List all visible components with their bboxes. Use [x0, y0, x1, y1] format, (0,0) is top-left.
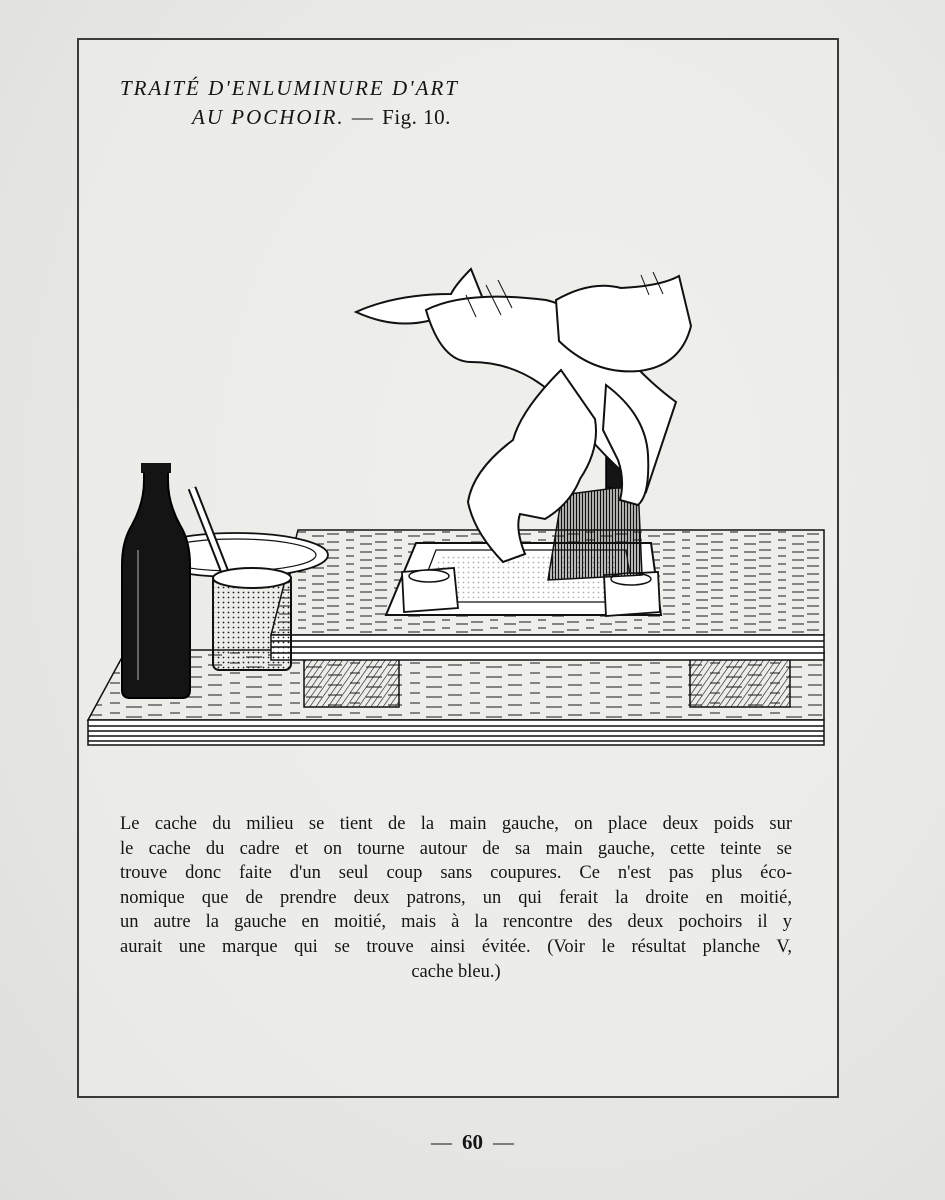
caption-line: le cache du cadre et on tourne autour de sa main gauche, cette teinte se [120, 838, 792, 859]
caption-line: un autre la gauche en moitié, mais à la rencontre des deux pochoirs il y [120, 912, 792, 933]
caption-line: cache bleu.) [411, 961, 501, 982]
plate-title-line1: TRAITÉ D'ENLUMINURE D'ART [120, 76, 459, 100]
plate-title-separator: — [344, 105, 383, 129]
plate-title [120, 74, 459, 132]
caption-line: Le cache du milieu se tient de la main gauche, on place deux poids sur [120, 814, 792, 834]
hand-icon [356, 269, 691, 562]
page-number-dash-left: — [431, 1130, 452, 1154]
wine-bottle-icon [122, 463, 190, 698]
caption-line: aurait une marque qui se trouve ainsi évitée. (Voir le résultat planche V, [120, 936, 792, 957]
plate-title-line2 [120, 103, 459, 132]
page-number-dash-right: — [493, 1130, 514, 1154]
plate-title-subtitle: AU POCHOIR. [192, 105, 345, 129]
caption-line: nomique que de prendre deux patrons, un qui ferait la droite en moitié, [120, 887, 792, 908]
figure-label: Fig. 10. [382, 105, 451, 129]
caption-paragraph [120, 812, 792, 984]
page-number [0, 1130, 945, 1155]
page-number-value: 60 [462, 1130, 483, 1154]
stencil-illustration [86, 250, 828, 755]
stencil-board-icon [271, 530, 824, 660]
caption-line: trouve donc faite d'un seul coup sans coupures. Ce n'est pas plus éco- [120, 863, 792, 884]
paint-pot-icon [192, 488, 291, 670]
